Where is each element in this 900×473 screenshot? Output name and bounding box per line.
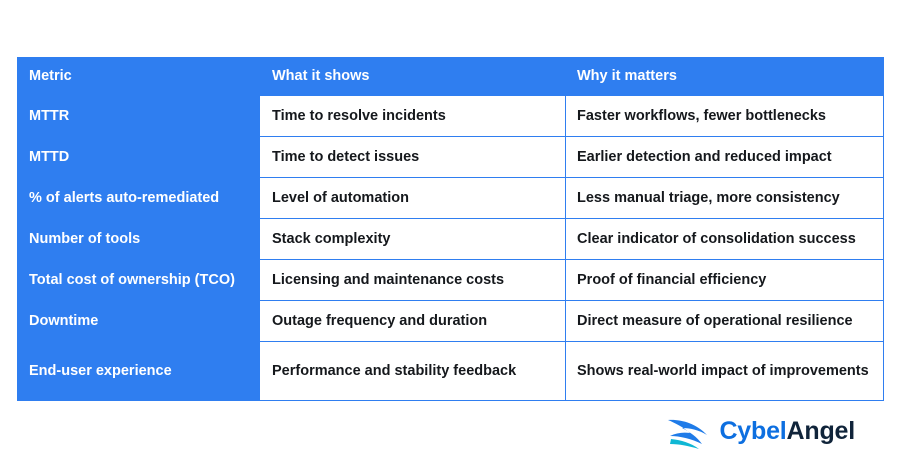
cell-metric: MTTD bbox=[18, 137, 261, 178]
column-header-metric: Metric bbox=[18, 58, 261, 96]
cell-why-it-matters: Shows real-world impact of improvements bbox=[566, 342, 884, 401]
table-row bbox=[18, 96, 884, 137]
logo-word-cybel: Cybel bbox=[719, 416, 787, 445]
cell-why-it-matters: Earlier detection and reduced impact bbox=[566, 137, 884, 178]
metrics-table-container bbox=[17, 57, 883, 401]
cell-metric: Downtime bbox=[18, 301, 261, 342]
column-header-why-it-matters: Why it matters bbox=[566, 58, 884, 96]
cell-what-it-shows: Outage frequency and duration bbox=[261, 301, 566, 342]
cell-what-it-shows: Performance and stability feedback bbox=[261, 342, 566, 401]
cell-why-it-matters: Clear indicator of consolidation success bbox=[566, 219, 884, 260]
logo-wordmark bbox=[719, 417, 855, 446]
table-row bbox=[18, 260, 884, 301]
cybelangel-wing-icon bbox=[666, 411, 710, 451]
cell-why-it-matters: Proof of financial efficiency bbox=[566, 260, 884, 301]
logo-word-angel: Angel bbox=[786, 416, 855, 445]
table-header-row bbox=[18, 58, 884, 96]
cell-what-it-shows: Time to detect issues bbox=[261, 137, 566, 178]
table-row bbox=[18, 219, 884, 260]
cell-what-it-shows: Licensing and maintenance costs bbox=[261, 260, 566, 301]
column-header-what-it-shows: What it shows bbox=[261, 58, 566, 96]
metrics-table bbox=[17, 57, 884, 401]
cell-what-it-shows: Level of automation bbox=[261, 178, 566, 219]
table-row bbox=[18, 178, 884, 219]
table-row bbox=[18, 301, 884, 342]
cell-why-it-matters: Less manual triage, more consistency bbox=[566, 178, 884, 219]
table-row bbox=[18, 137, 884, 178]
cell-metric: End-user experience bbox=[18, 342, 261, 401]
brand-logo bbox=[666, 411, 855, 451]
table-body bbox=[18, 96, 884, 401]
cell-what-it-shows: Time to resolve incidents bbox=[261, 96, 566, 137]
cell-why-it-matters: Direct measure of operational resilience bbox=[566, 301, 884, 342]
cell-metric: % of alerts auto-remediated bbox=[18, 178, 261, 219]
cell-metric: Number of tools bbox=[18, 219, 261, 260]
cell-what-it-shows: Stack complexity bbox=[261, 219, 566, 260]
table-row bbox=[18, 342, 884, 401]
cell-metric: Total cost of ownership (TCO) bbox=[18, 260, 261, 301]
cell-metric: MTTR bbox=[18, 96, 261, 137]
cell-why-it-matters: Faster workflows, fewer bottlenecks bbox=[566, 96, 884, 137]
table-header bbox=[18, 58, 884, 96]
